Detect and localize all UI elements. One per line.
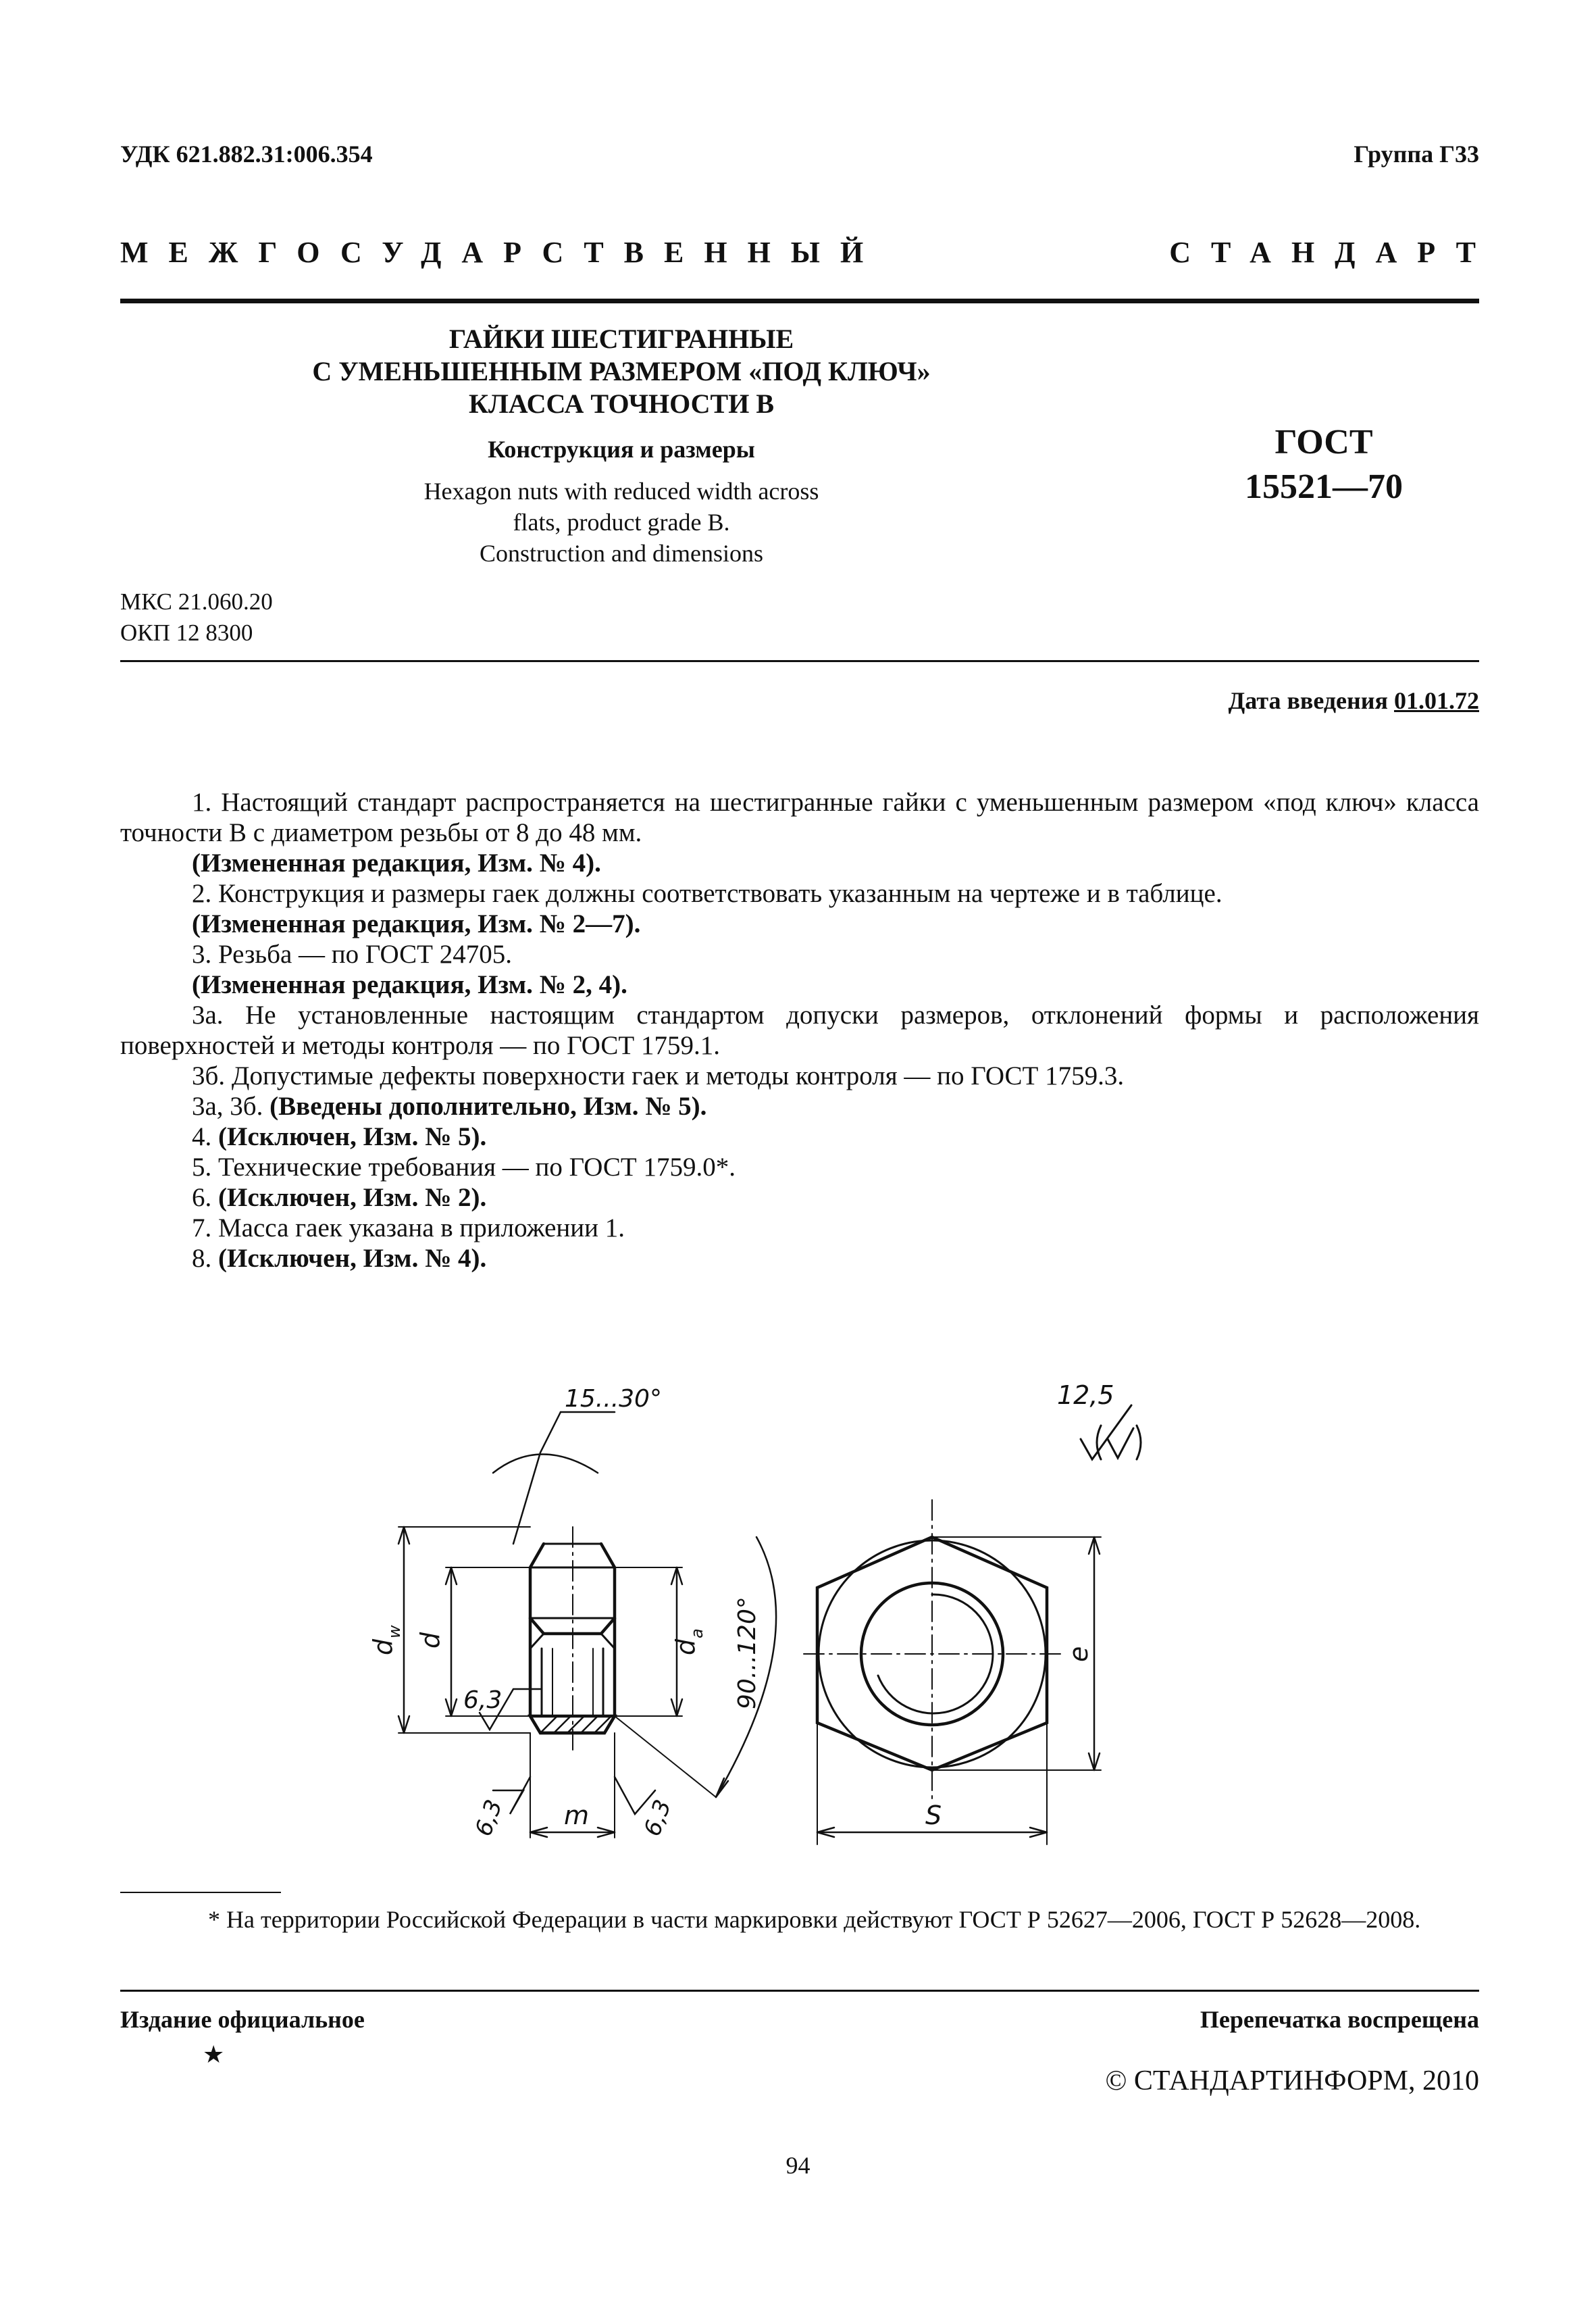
title-line-3: КЛАССА ТОЧНОСТИ В bbox=[468, 388, 775, 419]
chamfer-angle-value: 15...30° bbox=[565, 1385, 662, 1413]
cone-angle-dim bbox=[615, 1537, 776, 1797]
footnote-rule bbox=[120, 1892, 281, 1893]
amendment-note: (Измененная редакция, Изм. № 4). bbox=[192, 849, 601, 878]
clause-prefix: 8. bbox=[192, 1244, 212, 1273]
copyright: © СТАНДАРТИНФОРМ, 2010 bbox=[1105, 2065, 1479, 2096]
chamfer-angle-dim bbox=[493, 1385, 662, 1544]
standard-heading: СТАНДАРТ bbox=[1169, 236, 1496, 269]
amendment-note: (Исключен, Изм. № 4). bbox=[218, 1244, 487, 1273]
clause-3ab bbox=[120, 1091, 1479, 1122]
nut-top-view bbox=[804, 1500, 1060, 1804]
amendment-note: (Измененная редакция, Изм. № 2—7). bbox=[192, 909, 641, 938]
clause-5: 5. Технические требования — по ГОСТ 1759.0*. bbox=[192, 1153, 736, 1182]
clause-2: 2. Конструкция и размеры гаек должны соответствовать указанным на чертеже и в таблице. bbox=[192, 879, 1222, 908]
dim-d-label: d bbox=[415, 1632, 445, 1649]
english-title bbox=[230, 476, 1013, 569]
clause-prefix: 6. bbox=[192, 1183, 212, 1212]
clause-1: 1. Настоящий стандарт распространяется на шестигранные гайки с уменьшенным размером «под ключ» класса точности В с диаметром резьбы от 8 до 48 мм. bbox=[120, 788, 1479, 847]
roughness-inner-value: 6,3 bbox=[463, 1686, 503, 1714]
udk-code: УДК 621.882.31:006.354 bbox=[120, 141, 373, 168]
title-line-1: ГАЙКИ ШЕСТИГРАННЫЕ bbox=[448, 324, 794, 354]
intro-date-value: 01.01.72 bbox=[1394, 687, 1479, 714]
roughness-right-value: 6,3 bbox=[638, 1796, 677, 1840]
clause-7: 7. Масса гаек указана в приложении 1. bbox=[192, 1213, 625, 1242]
dim-da-sub: a bbox=[688, 1628, 706, 1638]
star-icon: ★ bbox=[203, 2041, 225, 2068]
dim-da-label: d bbox=[671, 1638, 700, 1655]
dim-e-label: e bbox=[1064, 1646, 1093, 1662]
amendment-note: (Введены дополнительно, Изм. № 5). bbox=[269, 1092, 707, 1121]
english-title-line-2: flats, product grade B. bbox=[513, 509, 730, 536]
clause-3a: 3а. Не установленные настоящим стандартом допуски размеров, отклонений формы и расположения поверхностей и методы контроля — по ГОСТ 1759.1. bbox=[120, 1001, 1479, 1060]
cone-angle-value: 90...120° bbox=[733, 1596, 761, 1709]
clause-3: 3. Резьба — по ГОСТ 24705. bbox=[192, 940, 512, 969]
footnote: * На территории Российской Федерации в части маркировки действуют ГОСТ Р 52627—2006, ГОСТ Р 52628—2008. bbox=[208, 1906, 1421, 1933]
roughness-left bbox=[470, 1777, 530, 1840]
english-title-line-3: Construction and dimensions bbox=[480, 540, 763, 567]
amendment-note: (Исключен, Изм. № 5). bbox=[218, 1122, 487, 1151]
clause-prefix: 3а, 3б. bbox=[192, 1092, 263, 1121]
middle-rule bbox=[120, 660, 1479, 662]
gost-label: ГОСТ bbox=[1275, 423, 1373, 461]
title-line-2: С УМЕНЬШЕННЫМ РАЗМЕРОМ «ПОД КЛЮЧ» bbox=[312, 356, 931, 386]
interstate-heading: МЕЖГОСУДАРСТВЕННЫЙ bbox=[120, 236, 884, 269]
nut-drawing bbox=[338, 1372, 1216, 1885]
dim-da bbox=[615, 1567, 706, 1716]
intro-date bbox=[1229, 686, 1480, 715]
okp-code: ОКП 12 8300 bbox=[120, 620, 253, 646]
gost-designation bbox=[1189, 420, 1459, 509]
clause-8 bbox=[120, 1243, 1479, 1274]
dim-m-label: m bbox=[564, 1801, 590, 1830]
roughness-general-value: 12,5 bbox=[1057, 1380, 1114, 1410]
roughness-sign bbox=[1057, 1380, 1141, 1459]
clause-prefix: 4. bbox=[192, 1122, 212, 1151]
clause-3b: 3б. Допустимые дефекты поверхности гаек и методы контроля — по ГОСТ 1759.3. bbox=[192, 1061, 1125, 1090]
roughness-left-value: 6,3 bbox=[469, 1796, 508, 1840]
edition-label: Издание официальное bbox=[120, 2006, 365, 2033]
mks-code: МКС 21.060.20 bbox=[120, 588, 273, 615]
roughness-right bbox=[615, 1777, 677, 1840]
dim-dw-label: d bbox=[368, 1638, 398, 1655]
title-block bbox=[230, 323, 1013, 569]
dim-s-label: S bbox=[925, 1801, 942, 1830]
gost-number: 15521—70 bbox=[1245, 468, 1403, 506]
nut-side-view bbox=[530, 1527, 615, 1750]
intro-date-label: Дата введения bbox=[1228, 687, 1388, 714]
footer-rule bbox=[120, 1990, 1479, 1992]
classification-codes bbox=[120, 586, 273, 649]
reprint-notice: Перепечатка воспрещена bbox=[1200, 2006, 1479, 2033]
group-code: Группа Г33 bbox=[1354, 141, 1479, 168]
clause-6 bbox=[120, 1182, 1479, 1213]
dim-dw-sub: w bbox=[385, 1625, 404, 1638]
subtitle: Конструкция и размеры bbox=[488, 436, 755, 463]
page-number: 94 bbox=[786, 2152, 810, 2179]
amendment-note: (Исключен, Изм. № 2). bbox=[218, 1183, 487, 1212]
amendment-note: (Измененная редакция, Изм. № 2, 4). bbox=[192, 970, 627, 999]
top-rule bbox=[120, 299, 1479, 303]
english-title-line-1: Hexagon nuts with reduced width across bbox=[423, 478, 819, 505]
body-text bbox=[120, 787, 1479, 1274]
clause-4 bbox=[120, 1122, 1479, 1152]
